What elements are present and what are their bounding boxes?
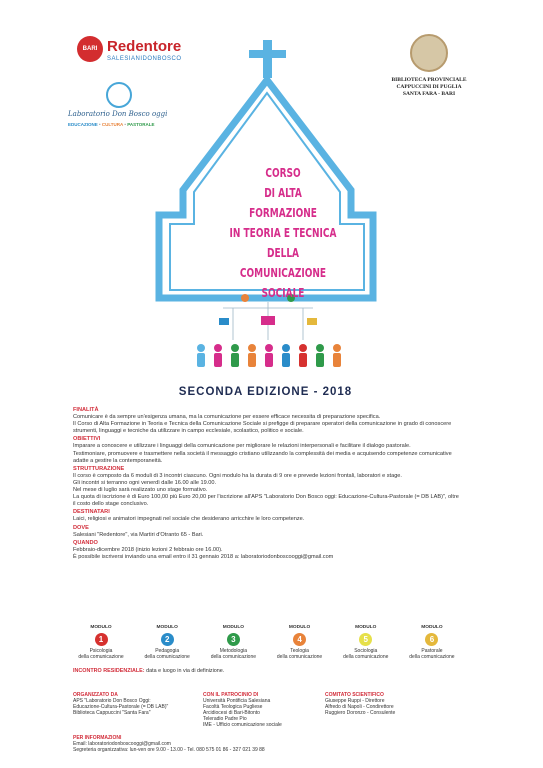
module-item: [334, 625, 398, 660]
title-line-2: DI ALTA FORMAZIONE: [249, 185, 317, 220]
committee-title: COMITATO SCIENTIFICO: [325, 692, 384, 698]
info-title: PER INFORMAZIONI: [73, 735, 122, 741]
module-number-icon: 3: [227, 633, 240, 646]
module-subtitle: della comunicazione: [276, 654, 323, 660]
module-label: MODULO: [355, 625, 377, 630]
note-title: INCONTRO RESIDENZIALE:: [73, 668, 145, 674]
organizers-title: ORGANIZZATO DA: [73, 692, 118, 698]
section-text: Febbraio-dicembre 2018 (inizio lezioni 2 febbraio ore 16.00). È possibile iscriversi inviando una email entro il 31 gennaio 2018 a: laboratoriodonboscooggi@gmail.com: [73, 546, 334, 560]
course-title: [229, 163, 337, 303]
committee-line: Alfredo di Napoli - Condirettore: [325, 704, 394, 710]
patron-line: IME - Ufficio comunicazione sociale: [203, 722, 282, 728]
section-title: STRUTTURAZIONE: [73, 465, 125, 472]
tag-cultura: CULTURA: [101, 122, 124, 127]
module-name: Psicologia: [89, 648, 113, 654]
module-number-icon: 6: [425, 633, 438, 646]
note-text: data e luogo in via di definizione.: [146, 668, 225, 674]
title-line-5: SOCIALE: [261, 285, 305, 300]
laboratorio-tagline: EDUCAZIONE • CULTURA • PASTORALE: [68, 122, 155, 127]
module-name: Sociologia: [354, 648, 378, 654]
brand-name: Redentore: [107, 38, 182, 55]
module-label: MODULO: [288, 625, 311, 630]
module-subtitle: della comunicazione: [343, 654, 389, 660]
section-title: DOVE: [73, 524, 89, 531]
organizer-line: Biblioteca Cappuccini "Santa Fara": [73, 710, 151, 716]
residential-note: [73, 668, 224, 674]
module-number-icon: 4: [293, 633, 306, 646]
title-line-1: CORSO: [265, 165, 301, 180]
module-label: MODULO: [156, 625, 178, 630]
patronage-column: [203, 692, 282, 728]
course-details: [73, 406, 461, 561]
module-number-icon: 1: [95, 633, 108, 646]
bib-line-1: BIBLIOTECA PROVINCIALE: [391, 77, 467, 83]
bib-line-3: SANTA FARA - BARI: [402, 91, 456, 97]
patron-line: Facoltà Teologica Pugliese: [203, 704, 263, 710]
module-label: MODULO: [421, 625, 443, 630]
module-label: MODULO: [222, 625, 245, 630]
patron-line: Università Pontificia Salesiana: [203, 698, 271, 704]
module-subtitle: della comunicazione: [78, 654, 124, 660]
section-text: Il corso è composto da 6 moduli di 3 incontri ciascuno. Ogni modulo ha la durata di 9 ore e prevede lezioni frontali, laboratori e stage. Gli incontri si terranno ogni venerdì dalle 16.00 alle 19.00. Nel mese di luglio sarà realizzato uno stage formativo. La quota di iscrizione è di Euro 100,00 più Euro 20,00 per l'iscrizione all'APS "Laboratorio Don Bosco oggi: Educazione-Cultura-Pastorale (= DB LAB)", oltre il costo dello stage conclusivo.: [73, 472, 459, 508]
contact-info: [73, 735, 265, 753]
module-number-icon: 2: [161, 633, 174, 646]
cross-icon: [249, 40, 286, 78]
section-title: OBIETTIVI: [73, 436, 101, 443]
section-text: Comunicare è da sempre un'esigenza umana, ma la comunicazione per essere efficace necessita di preparazione specifica. Il Corso di Alta Formazione in Teoria e Tecnica della Comunicazione Sociale si prefigge di preparare operatori della comunicazione in grado di conoscere strumenti, linguaggi e tecniche da utilizzare in campo ecclesiale, scolastico, politico e sociale.: [73, 414, 452, 435]
patron-line: Teleradio Padre Pio: [203, 716, 247, 722]
section-title: FINALITÀ: [73, 407, 99, 413]
patron-line: Arcidiocesi di Bari-Bitonto: [203, 710, 260, 716]
organizer-line: Educazione-Cultura-Pastorale (= DB LAB)": [73, 704, 169, 710]
module-item: [135, 625, 199, 660]
poster: [63, 28, 468, 753]
module-label: MODULO: [90, 625, 112, 630]
tag-pastorale: PASTORALE: [127, 122, 155, 127]
module-name: Pedagogia: [155, 648, 180, 654]
edition-heading: SECONDA EDIZIONE - 2018: [178, 386, 353, 398]
section-text: Salesiani "Redentore", via Martiri d'Otranto 65 - Bari.: [73, 531, 204, 538]
tag-educazione: EDUCAZIONE: [68, 122, 98, 127]
info-phone: Segreteria organizzativa: lun-ven ore 9.00 - 13.00 - Tel. 080 575 01 86 - 327 021 39 88: [73, 747, 265, 753]
module-subtitle: della comunicazione: [144, 654, 190, 660]
salesiani-badge-icon: [77, 36, 103, 62]
bib-line-2: CAPPUCCINI DI PUGLIA: [396, 84, 462, 90]
committee-line: Ruggiero Doronzo - Consulente: [325, 710, 396, 716]
biblioteca-seal-icon: [410, 34, 448, 72]
section-title: QUANDO: [73, 539, 98, 546]
organizer-line: APS "Laboratorio Don Bosco Oggi:: [73, 698, 151, 704]
module-item: [400, 625, 464, 660]
section-text: Imparare a conoscere e utilizzare i linguaggi della comunicazione per migliorare le relazioni interpersonali e facilitare il dialogo pastorale. Testimoniare, promuovere e trasmettere nella società il messaggio cristiano utilizzando la complessità dei media e acquisendo competenze comunicative adatte a gestire la contemporaneità.: [73, 443, 452, 464]
module-name: Metodologia: [219, 648, 247, 654]
scientific-committee-column: [325, 692, 395, 716]
people-icon: [197, 344, 341, 367]
brand-subtitle: SALESIANIDONBOSCO: [107, 56, 182, 62]
module-name: Teologia: [290, 648, 309, 654]
patronage-title: CON IL PATROCINIO DI: [203, 692, 259, 698]
section-title: DESTINATARI: [73, 509, 110, 516]
module-item: [69, 625, 133, 660]
module-subtitle: della comunicazione: [409, 654, 455, 660]
title-line-4: DELLA COMUNICAZIONE: [239, 245, 327, 280]
organizers-column: [73, 692, 168, 716]
badge-label: BARI: [82, 46, 98, 52]
laboratorio-title: Laboratorio Don Bosco oggi: [68, 110, 168, 118]
title-line-3: IN TEORIA E TECNICA: [229, 225, 337, 240]
module-number-icon: 5: [359, 633, 372, 646]
module-item: [201, 625, 265, 660]
module-name: Pastorale: [421, 648, 443, 654]
section-text: Laici, religiosi e animatori impegnati nel sociale che desiderano arricchire le loro competenze.: [73, 516, 305, 523]
module-subtitle: della comunicazione: [210, 654, 257, 660]
committee-line: Giuseppe Ruppi - Direttore: [325, 698, 385, 704]
module-item: [268, 625, 332, 660]
info-email: Email: laboratoriodonboscooggi@gmail.com: [73, 741, 171, 747]
modules-row: [69, 625, 464, 660]
